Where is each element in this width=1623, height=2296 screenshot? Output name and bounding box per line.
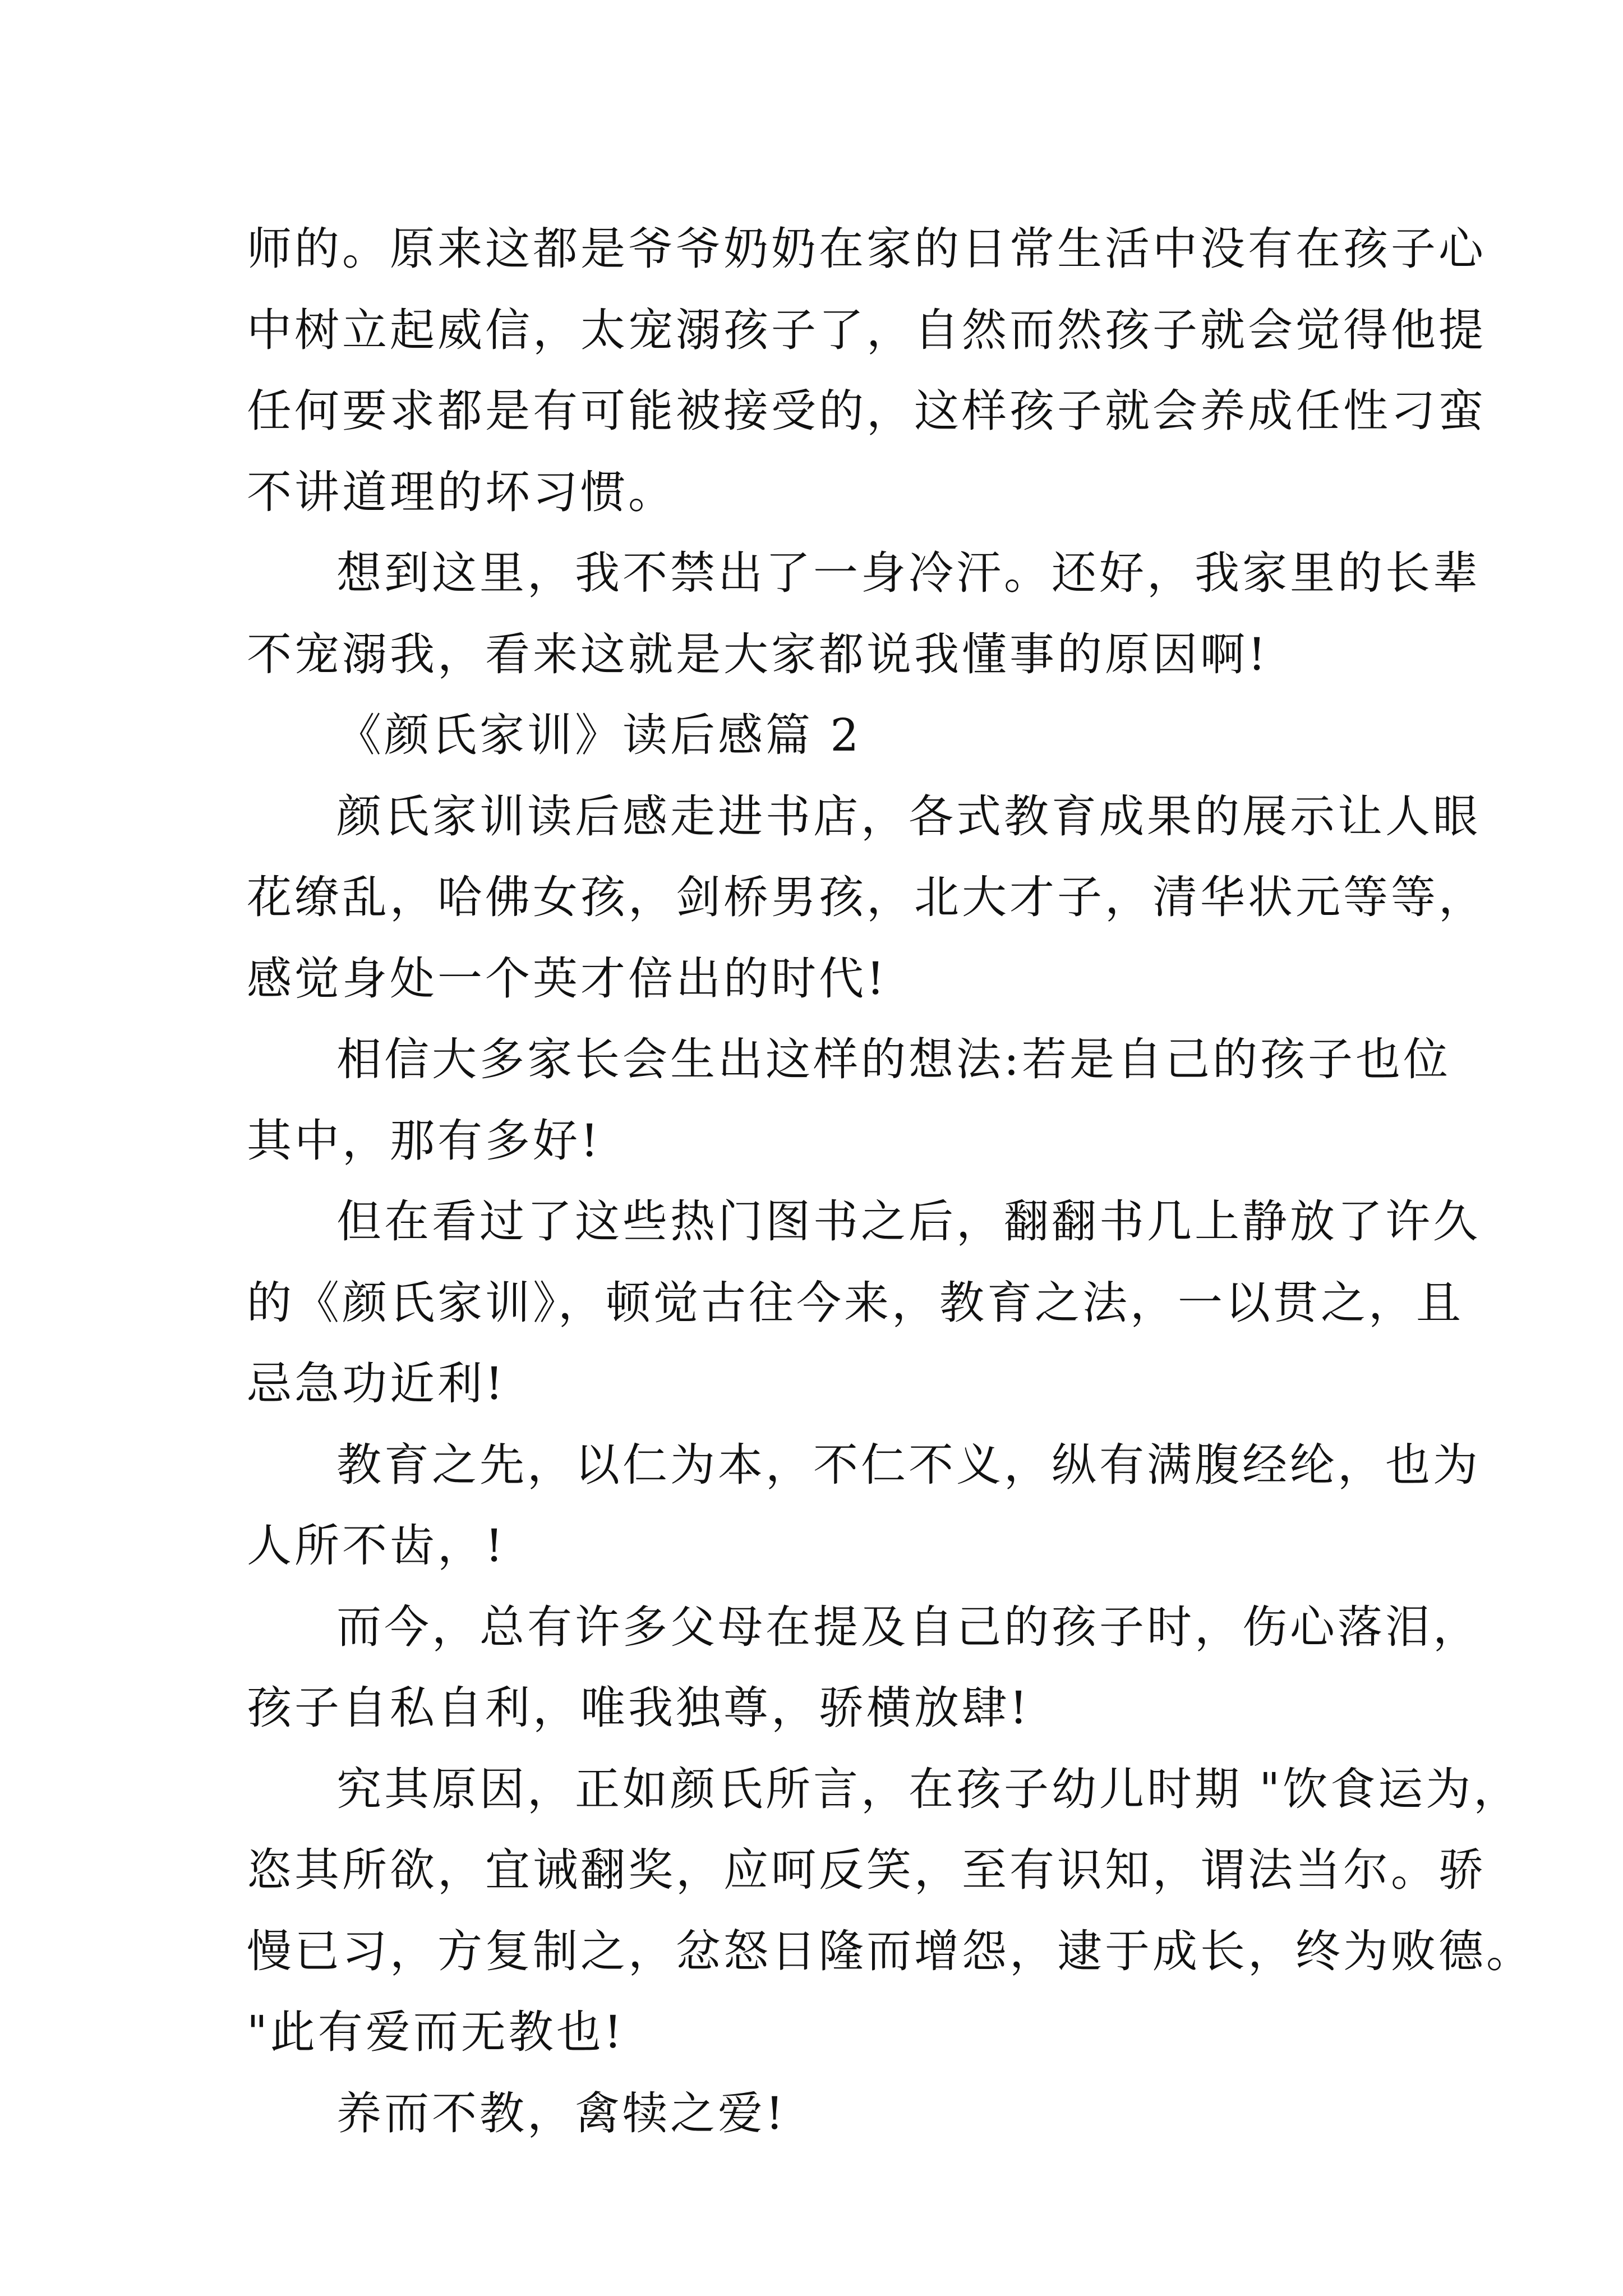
text-line: 恣其所欲，宜诫翻奖，应呵反笑，至有识知，谓法当尔。骄 [247,1844,1486,1896]
text-line: 究其原因，正如颜氏所言，在孩子幼儿时期 "饮食运为， [336,1763,1521,1815]
text-line: 但在看过了这些热门图书之后，翻翻书几上静放了许久 [336,1195,1481,1248]
text-line: 养而不教，禽犊之爱! [336,2087,787,2139]
text-line: 而今，总有许多父母在提及自己的孩子时，伤心落泪， [336,1600,1481,1653]
text-line: "此有爱而无教也! [247,2006,625,2058]
document-body [247,209,1534,2154]
text-line: 感觉身处一个英才倍出的时代! [247,952,888,1005]
text-line: 不讲道理的坏习惯。 [247,466,676,518]
text-line: 相信大多家长会生出这样的想法:若是自己的孩子也位 [336,1033,1451,1085]
text-line: 忌急功近利! [247,1358,506,1410]
text-line: 慢已习，方复制之，忿怒日隆而增怨，逮于成长，终为败德。 [247,1925,1534,1977]
text-line: 教育之先，以仁为本，不仁不义，纵有满腹经纶，也为 [336,1438,1481,1491]
text-line: 不宠溺我，看来这就是大家都说我懂事的原因啊! [247,628,1269,680]
text-line: 想到这里，我不禁出了一身冷汗。还好，我家里的长辈 [336,547,1481,599]
text-line: 其中，那有多好! [247,1114,602,1167]
text-line: 人所不齿，! [247,1520,506,1572]
text-line: 中树立起威信，太宠溺孩子了，自然而然孩子就会觉得他提 [247,303,1486,356]
text-line: 颜氏家训读后感走进书店，各式教育成果的展示让人眼 [336,790,1481,843]
text-line: 师的。原来这都是爷爷奶奶在家的日常生活中没有在孩子心 [247,223,1486,275]
text-line: 任何要求都是有可能被接受的，这样孩子就会养成任性刁蛮 [247,385,1486,437]
text-line: 花缭乱，哈佛女孩，剑桥男孩，北大才子，清华状元等等， [247,871,1486,923]
text-line: 孩子自私自利，唯我独尊，骄横放肆! [247,1682,1031,1734]
text-line: 《颜氏家训》读后感篇 2 [336,709,862,761]
text-line: 的《颜氏家训》，顿觉古往今来，教育之法，一以贯之，且 [247,1276,1464,1329]
